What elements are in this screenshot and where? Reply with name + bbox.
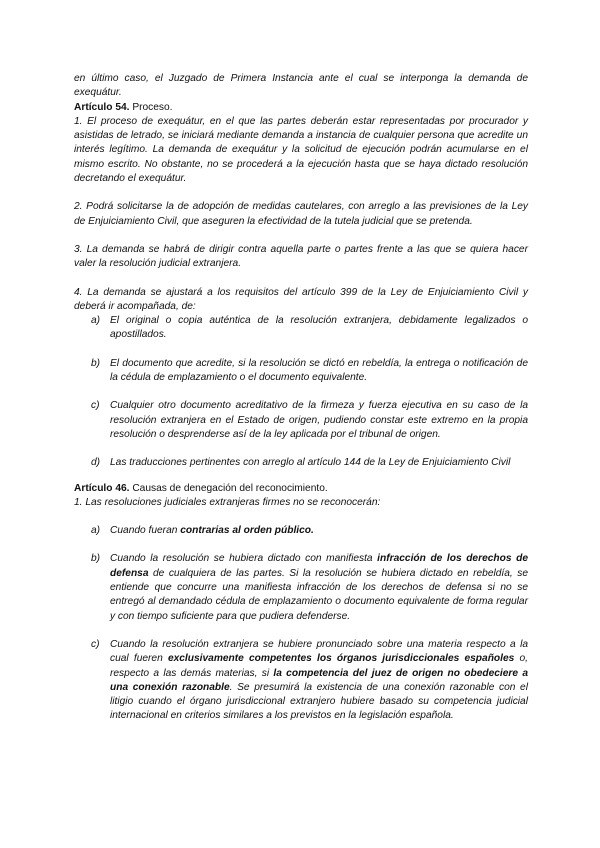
list-marker: c) [91,638,100,650]
list-item-text: Cuando la resolución se hubiera dictado con manifiesta [110,553,378,565]
list-marker: b) [91,553,101,565]
article-46-grounds-list [74,524,528,724]
list-item [74,357,528,386]
list-item-text-continued: . Se presumirá la existencia de una conexión razonable con el litigio cuando el órgano jurisdiccional extranjero hubiere basado su competencia judicial internacional en criterios similares a los previstos en la legislación española. [110,681,528,722]
list-item [74,638,528,724]
list-marker: c) [91,400,100,412]
list-item [74,399,528,442]
list-marker: a) [91,525,101,537]
list-marker: d) [91,457,101,469]
article-54-requirements-list [74,314,528,470]
article-46-paragraph-1: 1. Las resoluciones judiciales extranjeras firmes no se reconocerán: [74,496,381,508]
article-54-title: Proceso. [129,101,173,113]
intro-paragraph: en último caso, el Juzgado de Primera Instancia ante el cual se interponga la demanda de exequátur. [74,73,528,99]
list-item-text: Cuando la resolución extranjera se hubiere pronunciado sobre una materia respecto a la cual fueren [110,638,528,665]
list-item-bold: exclusivamente competentes los órganos jurisdiccionales españoles [167,653,515,665]
document-page [74,72,528,724]
list-item-text-middle: o, respecto a las demás materias, si [110,653,528,679]
list-item-bold: contrarias al orden público. [180,525,314,537]
list-item [74,456,528,470]
article-54-paragraph-2: 2. Podrá solicitarse la de adopción de medidas cautelares, con arreglo a las previsiones de la Ley de Enjuiciamiento Civil, que aseguren la efectividad de la tutela judicial que se pretenda. [74,201,528,227]
list-item-bold: infracción de los derechos de defensa [110,553,528,579]
article-46-number: Artículo 46. [74,482,130,494]
article-54-heading [74,101,528,115]
list-marker: b) [91,357,101,369]
list-item-text: Las traducciones pertinentes con arreglo al artículo 144 de la Ley de Enjuiciamiento Civil [110,457,511,469]
list-item-text: Cualquier otro documento acreditativo de la firmeza y fuerza ejecutiva en su caso de la resolución extranjera en el Estado de origen, pudiendo constar este extremo en la propia resolución o desprenderse así de la ley aplicada por el tribunal de origen. [110,400,528,440]
list-item-text: El documento que acredite, si la resolución se dictó en rebeldía, la entrega o notificación de la cédula de emplazamiento o el documento equivalente. [110,357,528,384]
list-item-text-continued: de cualquiera de las partes. Si la resolución se hubiera dictado en rebeldía, se entiende que concurre una manifiesta infracción de los derechos de defensa si no se entregó al demandado cédula de emplazamiento o documento equivalente de forma regular y con tiempo suficiente para que pudiera defenderse. [110,567,528,622]
list-item [74,552,528,623]
list-item-bold-2: la competencia del juez de origen no obedeciere a una conexión razonable [110,667,529,693]
article-46-heading [74,482,528,496]
list-item [74,524,528,538]
article-54-paragraph-4: 4. La demanda se ajustará a los requisitos del artículo 399 de la Ley de Enjuiciamiento Civil y deberá ir acompañada, de: [74,286,528,312]
list-item-text: El original o copia auténtica de la resolución extranjera, debidamente legalizados o apostillados. [110,315,528,341]
article-46-title: Causas de denegación del reconocimiento. [129,482,328,494]
article-54-number: Artículo 54. [74,101,130,113]
article-54-paragraph-1: 1. El proceso de exequátur, en el que las partes deberán estar representadas por procurador y asistidas de letrado, se iniciará mediante demanda a instancia de cualquier persona que acredite un interés legítimo. La demanda de exequátur y la solicitud de ejecución podrán acumularse en el mismo escrito. No obstante, no se procederá a la ejecución hasta que se haya dictado resolución decretando el exequátur. [74,115,528,185]
article-54-paragraph-3: 3. La demanda se habrá de dirigir contra aquella parte o partes frente a las que se quiera hacer valer la resolución judicial extranjera. [74,243,528,270]
list-marker: a) [91,315,101,327]
list-item [74,314,528,343]
list-item-text: Cuando fueran [110,525,181,537]
